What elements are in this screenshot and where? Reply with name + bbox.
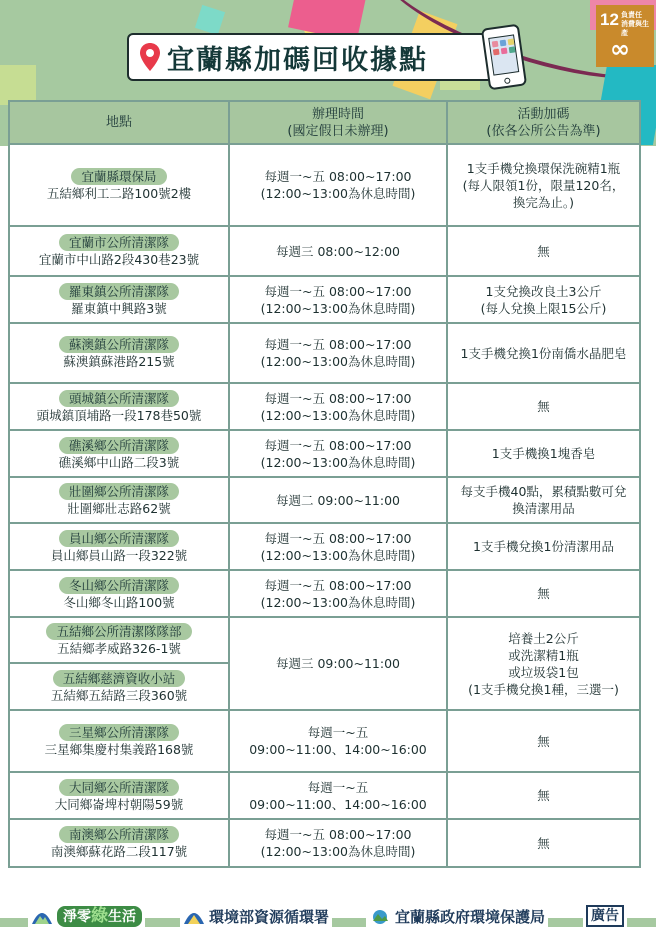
hours-cell: 每週二 09:00~11:00 — [229, 477, 447, 523]
hours-cell: 每週三 09:00~11:00 — [229, 617, 447, 710]
location-cell — [9, 226, 229, 276]
address: 頭城鎮頂埔路一段178巷50號 — [36, 407, 202, 423]
decorative-shape — [195, 5, 225, 35]
place-name-badge: 員山鄉公所清潔隊 — [59, 530, 179, 547]
table-row — [9, 276, 640, 323]
location-cell — [9, 819, 229, 867]
hours-cell: 每週一~五 08:00~17:00 (12:00~13:00為休息時間) — [229, 570, 447, 617]
bonus-cell: 培養土2公斤 或洗潔精1瓶 或垃圾袋1包 (1支手機兌換1種，三選一) — [447, 617, 640, 710]
table-row — [9, 772, 640, 819]
recycling-points-table — [8, 100, 641, 868]
bonus-cell: 無 — [447, 819, 640, 867]
table-row — [9, 323, 640, 383]
place-name-badge: 南澳鄉公所清潔隊 — [59, 826, 179, 843]
table-header-row — [9, 101, 640, 144]
place-name-badge: 礁溪鄉公所清潔隊 — [59, 437, 179, 454]
mountain-logo-icon — [183, 908, 205, 924]
column-header-bonus: 活動加碼 (依各公所公告為準) — [447, 101, 640, 144]
address: 宜蘭市中山路2段430巷23號 — [38, 252, 200, 267]
place-name-badge: 蘇澳鎮公所清潔隊 — [59, 336, 179, 353]
bonus-cell: 無 — [447, 383, 640, 430]
table-row — [9, 383, 640, 430]
location-cell — [9, 477, 229, 523]
agency-name: 環境部資源循環署 — [209, 907, 330, 926]
place-name-badge: 五結鄉公所清潔隊隊部 — [46, 623, 191, 640]
infinity-icon: ∞ — [610, 35, 630, 63]
hours-cell: 每週一~五 08:00~17:00 (12:00~13:00為休息時間) — [229, 819, 447, 867]
location-cell — [9, 710, 229, 772]
location-cell — [9, 144, 229, 226]
place-name-badge: 宜蘭市公所清潔隊 — [59, 234, 179, 251]
mountain-logo-icon — [31, 908, 53, 924]
address: 員山鄉員山路一段322號 — [50, 547, 188, 563]
hours-cell: 每週一~五 09:00~11:00、14:00~16:00 — [229, 710, 447, 772]
table-row — [9, 523, 640, 570]
hours-cell: 每週三 08:00~12:00 — [229, 226, 447, 276]
hours-cell: 每週一~五 09:00~11:00、14:00~16:00 — [229, 772, 447, 819]
place-name-badge: 羅東鎮公所清潔隊 — [59, 283, 179, 300]
address: 三星鄉集慶村集義路168號 — [44, 742, 194, 757]
address: 蘇澳鎮蘇港路215號 — [63, 354, 175, 369]
table-row — [9, 477, 640, 523]
address: 五結鄉五結路三段360號 — [50, 687, 188, 703]
location-cell — [9, 430, 229, 477]
address: 大同鄉崙埤村朝陽59號 — [54, 796, 184, 812]
column-header-hours: 辦理時間 (國定假日未辦理) — [229, 101, 447, 144]
place-name-badge: 三星鄉公所清潔隊 — [59, 724, 179, 741]
table-row — [9, 710, 640, 772]
table-row — [9, 570, 640, 617]
table-row — [9, 819, 640, 867]
bonus-cell: 每支手機40點，累積點數可兌 換清潔用品 — [447, 477, 640, 523]
place-name-badge: 大同鄉公所清潔隊 — [59, 779, 179, 796]
location-cell — [9, 570, 229, 617]
bonus-cell: 1支兌換改良土3公斤 (每人兌換上限15公斤) — [447, 276, 640, 323]
address: 羅東鎮中興路3號 — [71, 300, 167, 316]
address: 五結鄉利工二路100號2樓 — [46, 186, 192, 201]
location-cell — [9, 323, 229, 383]
sdg-label: 負責任 消費與生產 — [621, 11, 649, 37]
table-row — [9, 430, 640, 477]
campaign-logo — [28, 905, 145, 927]
address: 南澳鄉蘇花路二段117號 — [50, 844, 188, 859]
agency-name: 宜蘭縣政府環境保護局 — [395, 907, 546, 926]
title-banner — [127, 33, 497, 81]
address: 冬山鄉冬山路100號 — [63, 594, 175, 610]
location-cell — [9, 276, 229, 323]
location-cell — [9, 772, 229, 819]
hours-cell: 每週一~五 08:00~17:00 (12:00~13:00為休息時間) — [229, 144, 447, 226]
bonus-cell: 1支手機兌換1份清潔用品 — [447, 523, 640, 570]
bonus-cell: 無 — [447, 226, 640, 276]
bonus-cell: 無 — [447, 710, 640, 772]
address: 礁溪鄉中山路二段3號 — [58, 454, 180, 470]
location-cell — [9, 523, 229, 570]
page-title: 宜蘭縣加碼回收據點 — [167, 44, 428, 76]
advertisement-label: 廣告 — [583, 905, 627, 927]
bonus-cell: 1支手機兌換環保洗碗精1瓶 (每人限領1份，限量120名， 換完為止。) — [447, 144, 640, 226]
bonus-cell: 無 — [447, 570, 640, 617]
footer — [0, 905, 656, 927]
address: 壯圍鄉壯志路62號 — [67, 501, 171, 516]
place-name-badge: 冬山鄉公所清潔隊 — [59, 577, 179, 594]
bonus-cell: 無 — [447, 772, 640, 819]
location-cell — [9, 617, 229, 663]
county-logo-icon — [369, 908, 391, 924]
bonus-cell: 1支手機換1塊香皂 — [447, 430, 640, 477]
sdg-number: 12 — [600, 10, 619, 29]
place-name-badge: 壯圍鄉公所清潔隊 — [59, 483, 179, 500]
sdg-12-badge — [596, 5, 654, 67]
table-row — [9, 617, 640, 663]
agency-logo-yilan-epb — [366, 905, 548, 927]
place-name-badge: 宜蘭縣環保局 — [71, 168, 166, 185]
address: 五結鄉孝威路326-1號 — [57, 641, 181, 656]
map-pin-icon — [139, 42, 161, 72]
decorative-shape — [0, 65, 36, 105]
hours-cell: 每週一~五 08:00~17:00 (12:00~13:00為休息時間) — [229, 430, 447, 477]
location-cell — [9, 383, 229, 430]
hours-cell: 每週一~五 08:00~17:00 (12:00~13:00為休息時間) — [229, 323, 447, 383]
hours-cell: 每週一~五 08:00~17:00 (12:00~13:00為休息時間) — [229, 383, 447, 430]
hours-cell: 每週一~五 08:00~17:00 (12:00~13:00為休息時間) — [229, 523, 447, 570]
hours-cell: 每週一~五 08:00~17:00 (12:00~13:00為休息時間) — [229, 276, 447, 323]
campaign-name: 淨零綠生活 — [57, 906, 142, 927]
bonus-cell: 1支手機兌換1份南僑水晶肥皂 — [447, 323, 640, 383]
place-name-badge: 五結鄉慈濟資收小站 — [53, 670, 186, 687]
agency-logo-moenv — [180, 905, 332, 927]
place-name-badge: 頭城鎮公所清潔隊 — [59, 390, 179, 407]
column-header-location: 地點 — [9, 101, 229, 144]
table-row — [9, 226, 640, 276]
table-row — [9, 144, 640, 226]
location-cell — [9, 663, 229, 710]
